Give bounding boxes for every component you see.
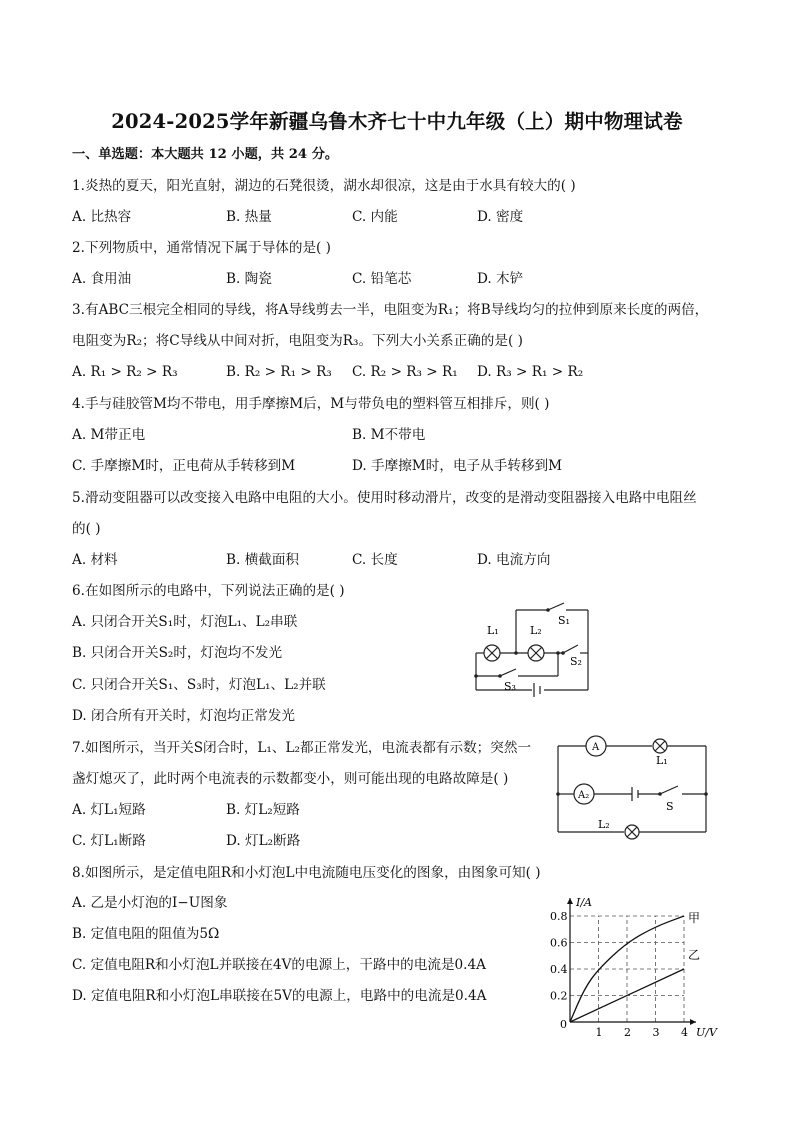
origin-label: 0 [560, 1018, 567, 1031]
q4-option-c[interactable]: C. 手摩擦M时，正电荷从手转移到M [72, 458, 296, 474]
q4-option-b[interactable]: B. M不带电 [352, 427, 426, 443]
q6-option-c[interactable]: C. 只闭合开关S₁、S₃时，灯泡L₁、L₂并联 [72, 677, 326, 693]
series-label-1: 甲 [688, 911, 701, 925]
q6-option-d[interactable]: D. 闭合所有开关时，灯泡均正常发光 [72, 708, 295, 724]
label-l2: L₂ [598, 818, 610, 831]
question-7-stem-line1: 7.如图所示，当开关S闭合时，L₁、L₂都正常发光，电流表都有示数；突然一 [72, 740, 532, 756]
label-switch-s: S [666, 800, 674, 813]
q7-option-a[interactable]: A. 灯L₁短路 [72, 802, 146, 818]
x-tick-label: 3 [652, 1026, 660, 1039]
label-ammeter-a2: A₂ [578, 790, 590, 801]
q6-option-b[interactable]: B. 只闭合开关S₂时，灯泡均不发光 [72, 645, 283, 661]
question-8-stem: 8.如图所示，是定值电阻R和小灯泡L中电流随电压变化的图象，由图象可知( ) [72, 865, 541, 881]
q4-option-d[interactable]: D. 手摩擦M时，电子从手转移到M [352, 458, 563, 474]
question-5-stem-line2: 的( ) [72, 521, 101, 537]
question-3-stem-line2: 电阻变为R₂；将C导线从中间对折，电阻变为R₃。下列大小关系正确的是( ) [72, 333, 523, 349]
q8-option-d[interactable]: D. 定值电阻R和小灯泡L串联接在5V的电源上，电路中的电流是0.4A [72, 988, 487, 1004]
y-tick-label: 0.2 [550, 989, 568, 1003]
q5-option-a[interactable]: A. 材料 [72, 552, 118, 568]
y-tick-label: 0.6 [550, 936, 568, 950]
x-axis-label: U/V [696, 1026, 717, 1039]
q8-option-c[interactable]: C. 定值电阻R和小灯泡L并联接在4V的电源上，干路中的电流是0.4A [72, 957, 486, 973]
q1-option-a[interactable]: A. 比热容 [72, 209, 132, 225]
x-tick-label: 4 [681, 1026, 688, 1039]
q5-option-c[interactable]: C. 长度 [352, 552, 398, 568]
circuit-diagram-q7 [552, 734, 718, 850]
label-s2: S₂ [570, 655, 582, 668]
question-1-stem: 1.炎热的夏天，阳光直射，湖边的石凳很烫，湖水却很凉，这是由于水具有较大的( ) [72, 178, 576, 194]
label-l1: L₁ [656, 754, 668, 767]
q7-option-d[interactable]: D. 灯L₂断路 [226, 833, 301, 849]
circuit-diagram-q6 [460, 598, 600, 698]
series-label-2: 乙 [688, 948, 701, 962]
y-axis-arrow [567, 898, 573, 904]
label-s1: S₁ [558, 614, 570, 627]
q3-option-b[interactable]: B. R₂ > R₁ > R₃ [226, 364, 332, 380]
label-s3: S₃ [504, 680, 516, 693]
q7-option-c[interactable]: C. 灯L₁断路 [72, 833, 146, 849]
x-tick-label: 1 [595, 1026, 603, 1039]
q8-option-a[interactable]: A. 乙是小灯泡的I−U图象 [72, 895, 228, 911]
q1-option-c[interactable]: C. 内能 [352, 209, 398, 225]
label-l2: L₂ [530, 624, 542, 637]
page-title: 2024-2025学年新疆乌鲁木齐七十中九年级（上）期中物理试卷 [111, 110, 683, 133]
q1-option-d[interactable]: D. 密度 [477, 209, 524, 225]
q2-option-b[interactable]: B. 陶瓷 [226, 271, 272, 287]
x-tick-label: 2 [624, 1026, 631, 1039]
q3-option-a[interactable]: A. R₁ > R₂ > R₃ [72, 364, 178, 380]
q3-option-d[interactable]: D. R₃ > R₁ > R₂ [477, 364, 584, 380]
question-4-stem: 4.手与硅胶管M均不带电，用手摩擦M后，M与带负电的塑料管互相排斥，则( ) [72, 396, 550, 412]
x-axis-arrow [690, 1019, 696, 1025]
question-7-stem-line2: 盏灯熄灭了，此时两个电流表的示数都变小，则可能出现的电路故障是( ) [72, 771, 509, 787]
y-axis-label: I/A [576, 896, 592, 909]
q3-option-c[interactable]: C. R₂ > R₃ > R₁ [352, 364, 458, 380]
question-2-stem: 2.下列物质中，通常情况下属于导体的是( ) [72, 240, 331, 256]
question-6-stem: 6.在如图所示的电路中，下列说法正确的是( ) [72, 583, 345, 599]
y-tick-label: 0.8 [550, 910, 568, 923]
q4-option-a[interactable]: A. M带正电 [72, 427, 146, 443]
question-3-stem-line1: 3.有ABC三根完全相同的导线，将A导线剪去一半，电阻变为R₁；将B导线均匀的拉伸到原来长度的两倍， [72, 302, 709, 318]
q1-option-b[interactable]: B. 热量 [226, 209, 272, 225]
q6-option-a[interactable]: A. 只闭合开关S₁时，灯泡L₁、L₂串联 [72, 614, 298, 630]
section-heading: 一、单选题：本大题共 12 小题，共 24 分。 [72, 147, 339, 162]
q5-option-d[interactable]: D. 电流方向 [477, 552, 551, 568]
q8-option-b[interactable]: B. 定值电阻的阻值为5Ω [72, 926, 220, 942]
iu-graph [540, 890, 720, 1040]
label-ammeter-a: A [592, 742, 600, 753]
q5-option-b[interactable]: B. 横截面积 [226, 552, 300, 568]
label-l1: L₁ [487, 624, 499, 637]
q7-option-b[interactable]: B. 灯L₂短路 [226, 802, 300, 818]
q2-option-d[interactable]: D. 木铲 [477, 271, 524, 287]
q2-option-a[interactable]: A. 食用油 [72, 271, 132, 287]
question-5-stem-line1: 5.滑动变阻器可以改变接入电路中电阻的大小。使用时移动滑片，改变的是滑动变阻器接入电路中电阻丝 [72, 490, 697, 506]
q2-option-c[interactable]: C. 铅笔芯 [352, 271, 412, 287]
y-tick-label: 0.4 [550, 963, 568, 976]
